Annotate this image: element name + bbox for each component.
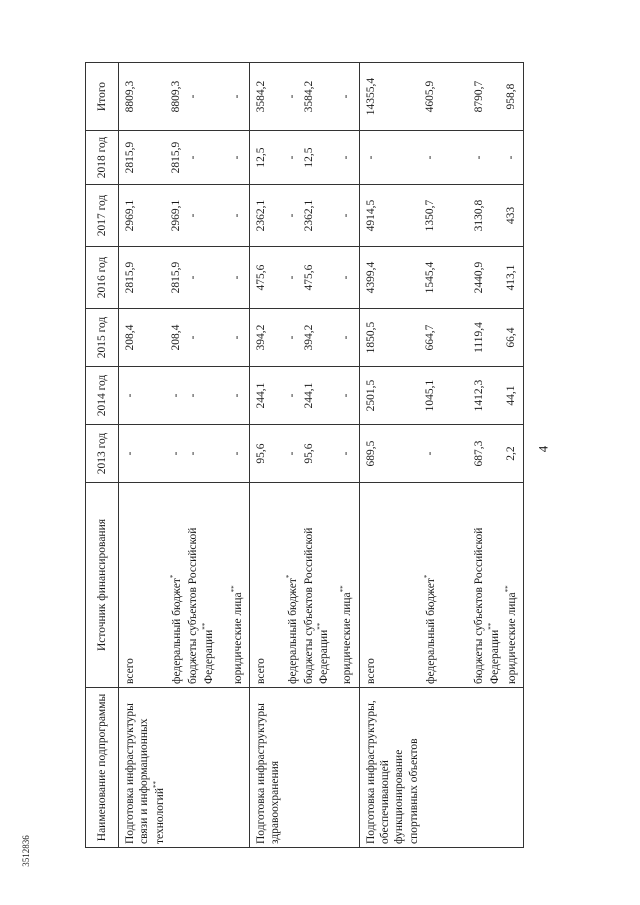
header-cell: 2016 год: [86, 247, 119, 309]
funding-source: бюджеты субъектов Российской Федерации: [302, 527, 331, 684]
value-cell: -: [284, 247, 301, 309]
funding-source: федеральный бюджет: [286, 578, 299, 684]
spacer-cell: [439, 483, 471, 688]
funding-source: федеральный бюджет: [170, 578, 183, 684]
page-number: 4: [535, 445, 551, 453]
footnote-mark: *: [284, 574, 293, 579]
value-cell: -: [284, 131, 301, 185]
value-cell: -: [229, 425, 250, 483]
value-cell: 66,4: [503, 309, 524, 367]
spacer-cell: [439, 63, 471, 131]
value-cell: -: [284, 309, 301, 367]
value-cell: 433: [503, 185, 524, 247]
footnote-mark: **: [316, 622, 325, 630]
subprogram-name-cell: [301, 688, 333, 848]
value-cell: -: [471, 131, 503, 185]
spacer-cell: [217, 425, 229, 483]
spacer-row: [439, 63, 471, 848]
spacer-cell: [439, 131, 471, 185]
subprogram-name-cell: [249, 688, 283, 848]
funding-source-cell: [503, 483, 524, 688]
header-cell: 2013 год: [86, 425, 119, 483]
spacer-cell: [439, 425, 471, 483]
value-cell: -: [338, 309, 359, 367]
value-cell: 244,1: [301, 367, 333, 425]
spacer-cell: [439, 688, 471, 848]
table-row: [185, 63, 217, 848]
value-cell: 208,4: [119, 309, 168, 367]
value-cell: 3584,2: [301, 63, 333, 131]
value-cell: 4605,9: [422, 63, 439, 131]
spacer-cell: [217, 367, 229, 425]
table-row: [249, 63, 283, 848]
funding-source-cell: [471, 483, 503, 688]
spacer-cell: [217, 131, 229, 185]
spacer-row: [217, 63, 229, 848]
funding-source: юридические лица: [231, 592, 244, 684]
spacer-cell: [439, 247, 471, 309]
value-cell: -: [422, 131, 439, 185]
value-cell: 689,5: [359, 425, 422, 483]
subprogram-name-cell: [284, 688, 301, 848]
value-cell: 1412,3: [471, 367, 503, 425]
value-cell: 2501,5: [359, 367, 422, 425]
footnote-mark: *: [168, 574, 177, 579]
value-cell: 413,1: [503, 247, 524, 309]
header-cell: 2014 год: [86, 367, 119, 425]
header-cell: Источник финансирования: [86, 483, 119, 688]
value-cell: 95,6: [301, 425, 333, 483]
value-cell: -: [284, 185, 301, 247]
funding-source: бюджеты субъектов Российской Федерации: [187, 527, 215, 684]
value-cell: -: [185, 131, 217, 185]
spacer-cell: [217, 483, 229, 688]
value-cell: 2440,9: [471, 247, 503, 309]
value-cell: 44,1: [503, 367, 524, 425]
table-row: [503, 63, 524, 848]
value-cell: -: [284, 367, 301, 425]
value-cell: -: [229, 309, 250, 367]
table-row: [338, 63, 359, 848]
funding-source-cell: [119, 483, 168, 688]
footnote-mark: **: [200, 622, 209, 630]
spacer-cell: [217, 185, 229, 247]
value-cell: -: [185, 63, 217, 131]
value-cell: -: [284, 425, 301, 483]
value-cell: 1045,1: [422, 367, 439, 425]
table-row: [301, 63, 333, 848]
funding-source-cell: [249, 483, 283, 688]
value-cell: 4914,5: [359, 185, 422, 247]
funding-source: всего: [124, 658, 136, 684]
subprogram-name: Подготовка инфраструктуры связи и информационных технологий: [124, 703, 166, 844]
value-cell: 244,1: [249, 367, 283, 425]
header-cell: Итого: [86, 63, 119, 131]
header-cell: Наименование подпрограммы: [86, 688, 119, 848]
value-cell: -: [185, 185, 217, 247]
value-cell: 4399,4: [359, 247, 422, 309]
table-row: [168, 63, 185, 848]
table-row: [119, 63, 168, 848]
footnote-mark: **: [151, 781, 160, 788]
funding-source: всего: [254, 658, 267, 684]
subprogram-name-cell: [422, 688, 439, 848]
subprogram-name-cell: [168, 688, 185, 848]
value-cell: 12,5: [249, 131, 283, 185]
value-cell: -: [185, 247, 217, 309]
value-cell: 664,7: [422, 309, 439, 367]
value-cell: 3584,2: [249, 63, 283, 131]
funding-source: бюджеты субъектов Российской Федерации: [473, 527, 501, 684]
value-cell: -: [119, 425, 168, 483]
funding-source-cell: [359, 483, 422, 688]
value-cell: -: [119, 367, 168, 425]
header-cell: 2015 год: [86, 309, 119, 367]
value-cell: -: [229, 367, 250, 425]
value-cell: 95,6: [249, 425, 283, 483]
spacer-cell: [439, 185, 471, 247]
value-cell: -: [503, 131, 524, 185]
value-cell: 8809,3: [168, 63, 185, 131]
subprogram-name-cell: [185, 688, 217, 848]
value-cell: -: [284, 63, 301, 131]
footnote-mark: **: [339, 585, 348, 593]
value-cell: -: [338, 425, 359, 483]
footnote-mark: **: [229, 585, 238, 593]
funding-source-cell: [284, 483, 301, 688]
value-cell: 2362,1: [249, 185, 283, 247]
spacer-cell: [217, 688, 229, 848]
value-cell: 2815,9: [119, 131, 168, 185]
value-cell: 475,6: [301, 247, 333, 309]
value-cell: 12,5: [301, 131, 333, 185]
funding-source: федеральный бюджет: [425, 578, 437, 684]
footnote-mark: **: [503, 585, 512, 593]
document-code: 3512836: [20, 835, 31, 867]
funding-source-cell: [301, 483, 333, 688]
table-header-row: [86, 63, 119, 848]
value-cell: -: [229, 63, 250, 131]
value-cell: 8809,3: [119, 63, 168, 131]
value-cell: -: [338, 185, 359, 247]
table-row: [422, 63, 439, 848]
value-cell: -: [229, 185, 250, 247]
value-cell: 8790,7: [471, 63, 503, 131]
value-cell: -: [338, 247, 359, 309]
subprogram-name-cell: [338, 688, 359, 848]
value-cell: 2815,9: [119, 247, 168, 309]
value-cell: 394,2: [301, 309, 333, 367]
value-cell: 2969,1: [119, 185, 168, 247]
subprogram-name: Подготовка инфраструктуры, обеспечивающей функционирование спортивных объектов: [364, 700, 420, 844]
value-cell: 475,6: [249, 247, 283, 309]
value-cell: 2969,1: [168, 185, 185, 247]
table-row: [359, 63, 422, 848]
value-cell: 1850,5: [359, 309, 422, 367]
value-cell: -: [168, 425, 185, 483]
subprogram-name-cell: [229, 688, 250, 848]
value-cell: -: [185, 367, 217, 425]
value-cell: 2,2: [503, 425, 524, 483]
table-row: [471, 63, 503, 848]
value-cell: -: [422, 425, 439, 483]
header-cell: 2017 год: [86, 185, 119, 247]
value-cell: 14355,4: [359, 63, 422, 131]
table-row: [229, 63, 250, 848]
value-cell: -: [185, 309, 217, 367]
spacer-cell: [217, 309, 229, 367]
financing-table: [85, 62, 524, 848]
value-cell: -: [338, 367, 359, 425]
value-cell: 1545,4: [422, 247, 439, 309]
funding-source-cell: [168, 483, 185, 688]
table-body: [119, 63, 524, 848]
subprogram-name-cell: [359, 688, 422, 848]
subprogram-name-cell: [471, 688, 503, 848]
funding-source-cell: [422, 483, 439, 688]
spacer-cell: [217, 247, 229, 309]
subprogram-name: Подготовка инфраструктуры здравоохранения: [254, 703, 282, 844]
spacer-cell: [217, 63, 229, 131]
value-cell: 2362,1: [301, 185, 333, 247]
spacer-cell: [439, 309, 471, 367]
funding-source-cell: [229, 483, 250, 688]
value-cell: 394,2: [249, 309, 283, 367]
funding-source-cell: [185, 483, 217, 688]
value-cell: -: [185, 425, 217, 483]
header-cell: 2018 год: [86, 131, 119, 185]
footnote-mark: *: [423, 574, 432, 579]
value-cell: -: [168, 367, 185, 425]
value-cell: 2815,9: [168, 131, 185, 185]
value-cell: 687,3: [471, 425, 503, 483]
value-cell: 958,8: [503, 63, 524, 131]
value-cell: 3130,8: [471, 185, 503, 247]
funding-source: всего: [364, 658, 377, 684]
funding-source: юридические лица: [505, 592, 518, 684]
value-cell: 1350,7: [422, 185, 439, 247]
value-cell: -: [229, 131, 250, 185]
value-cell: -: [338, 131, 359, 185]
subprogram-name-cell: [119, 688, 168, 848]
subprogram-name-cell: [503, 688, 524, 848]
funding-source-cell: [338, 483, 359, 688]
footnote-mark: **: [486, 622, 495, 630]
value-cell: 1119,4: [471, 309, 503, 367]
value-cell: 2815,9: [168, 247, 185, 309]
spacer-cell: [439, 367, 471, 425]
table-row: [284, 63, 301, 848]
rotated-page-content: [85, 63, 540, 848]
funding-source: юридические лица: [341, 592, 354, 684]
value-cell: -: [229, 247, 250, 309]
value-cell: -: [338, 63, 359, 131]
value-cell: -: [359, 131, 422, 185]
value-cell: 208,4: [168, 309, 185, 367]
